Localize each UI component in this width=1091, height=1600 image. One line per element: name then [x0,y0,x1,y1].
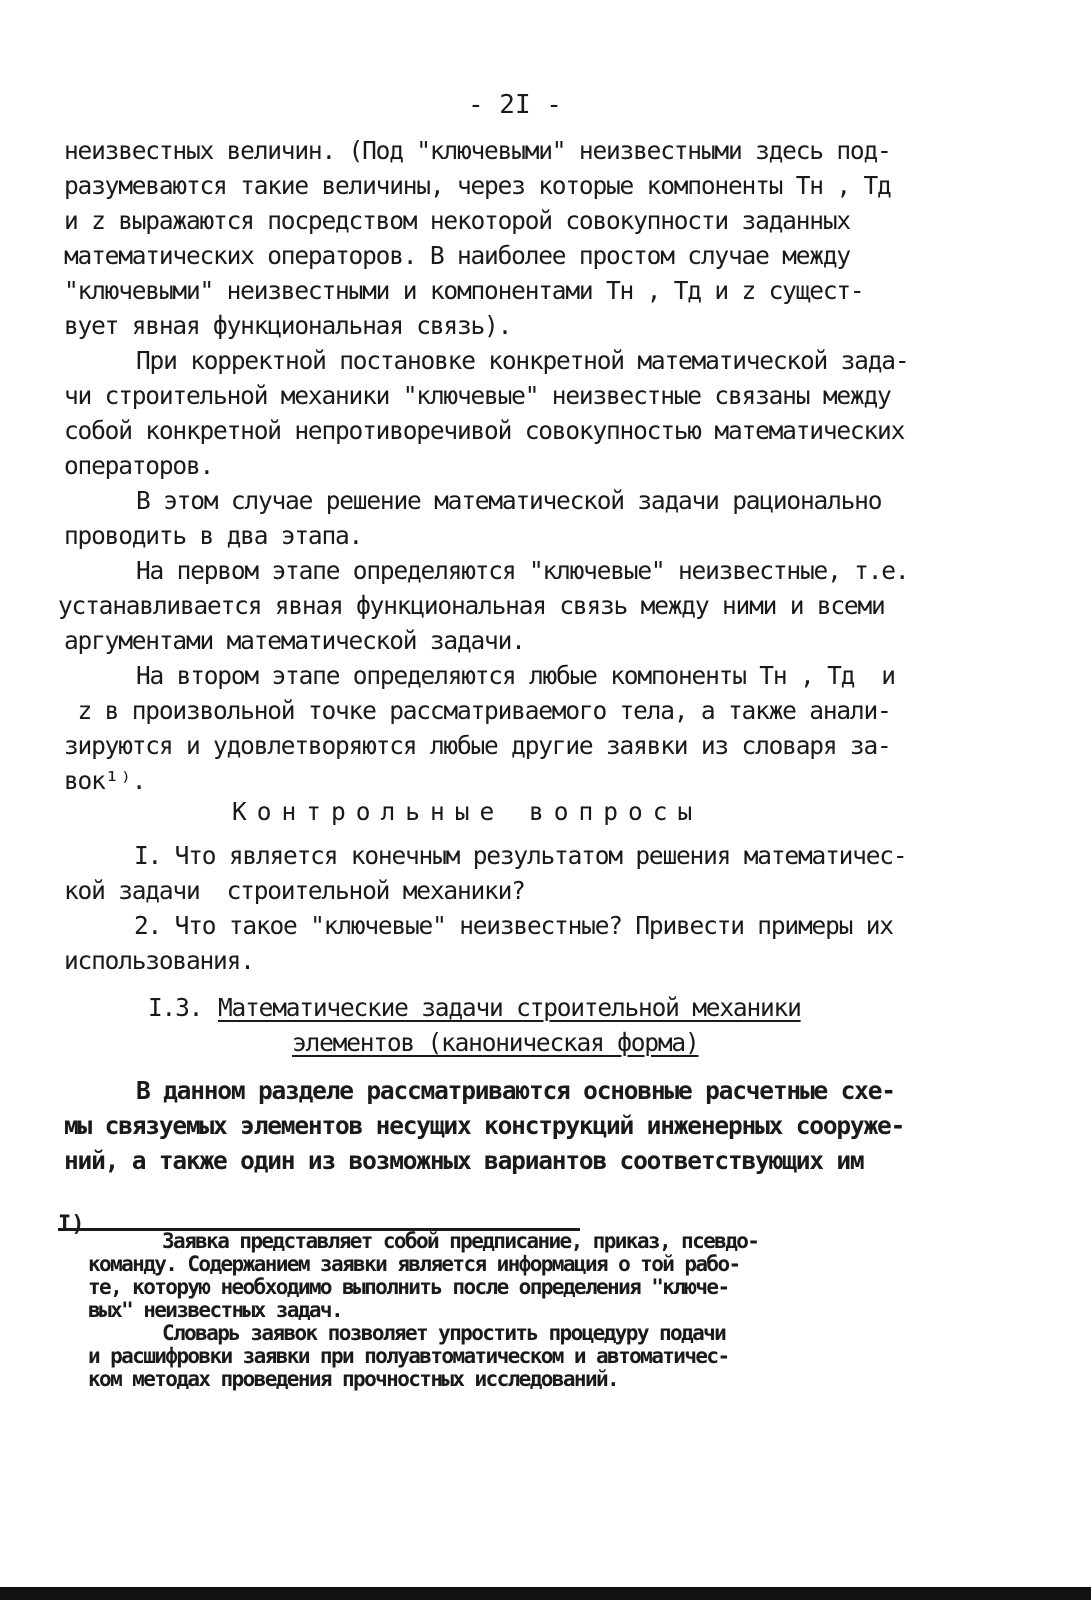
body-line: вует явная функциональная связь). [64,311,512,340]
body-line: устанавливается явная функциональная связь между ними и всеми [58,591,885,620]
body-line: зируются и удовлетворяются любые другие заявки из словаря за- [64,731,891,760]
body-line: На первом этапе определяются "ключевые" неизвестные, т.е. [136,556,909,585]
body-line: разумеваются такие величины, через которые компоненты Tн , Tд [64,171,891,200]
footnote-line: Словарь заявок позволяет упростить процедуру подачи [162,1321,726,1345]
body-line: На втором этапе определяются любые компоненты Tн , Tд и [136,661,895,690]
footnote-line: вых" неизвестных задач. [88,1298,342,1322]
section-title-line: элементов (каноническая форма) [292,1028,699,1057]
body-line: чи строительной механики "ключевые" неизвестные связаны между [64,381,891,410]
footnote-line: те, которую необходимо выполнить после определения "ключе- [88,1275,729,1299]
body-line: мы связуемых элементов несущих конструкций инженерных сооруже- [64,1111,905,1140]
scan-edge-border [0,1587,1091,1600]
section-number: I.3. [148,993,203,1022]
footnote-line: Заявка представляет собой предписание, приказ, псевдо- [162,1229,759,1253]
footnote-line: и расшифровки заявки при полуавтоматическом и автоматичес- [88,1344,729,1368]
body-line: собой конкретной непротиворечивой совокупностью математических [64,416,905,445]
footnote-line: ком методах проведения прочностных исследований. [88,1367,619,1391]
body-line: проводить в два этапа. [64,521,363,550]
question-line: кой задачи строительной механики? [64,876,525,905]
footnote-line: команду. Содержанием заявки является информация о той рабо- [88,1252,740,1276]
control-questions-heading: Контрольные вопросы [232,797,703,826]
body-line: В этом случае решение математической задачи рационально [136,486,882,515]
body-line: z в произвольной точке рассматриваемого тела, а также анали- [64,696,891,725]
body-line: неизвестных величин. (Под "ключевыми" неизвестными здесь под- [64,136,891,165]
body-line: вок¹⁾. [64,766,146,795]
body-line: "ключевыми" неизвестными и компонентами Tн , Tд и z сущест- [64,276,864,305]
body-line: При корректной постановке конкретной математической зада- [136,346,909,375]
page-number: - 2I - [468,90,562,120]
question-line: I. Что является конечным результатом решения математичес- [134,841,907,870]
footnote-marker: I) [58,1212,85,1237]
body-line: аргументами математической задачи. [64,626,525,655]
question-line: использования. [64,946,254,975]
body-line: математических операторов. В наиболее простом случае между [64,241,850,270]
body-line: ний, а также один из возможных вариантов соответствующих им [64,1146,864,1175]
body-line: и z выражаются посредством некоторой совокупности заданных [64,206,850,235]
question-line: 2. Что такое "ключевые" неизвестные? Привести примеры их [134,911,893,940]
body-line: операторов. [64,451,214,480]
section-title-line: Математические задачи строительной механики [218,993,801,1022]
body-line: В данном разделе рассматриваются основные расчетные схе- [136,1076,895,1105]
